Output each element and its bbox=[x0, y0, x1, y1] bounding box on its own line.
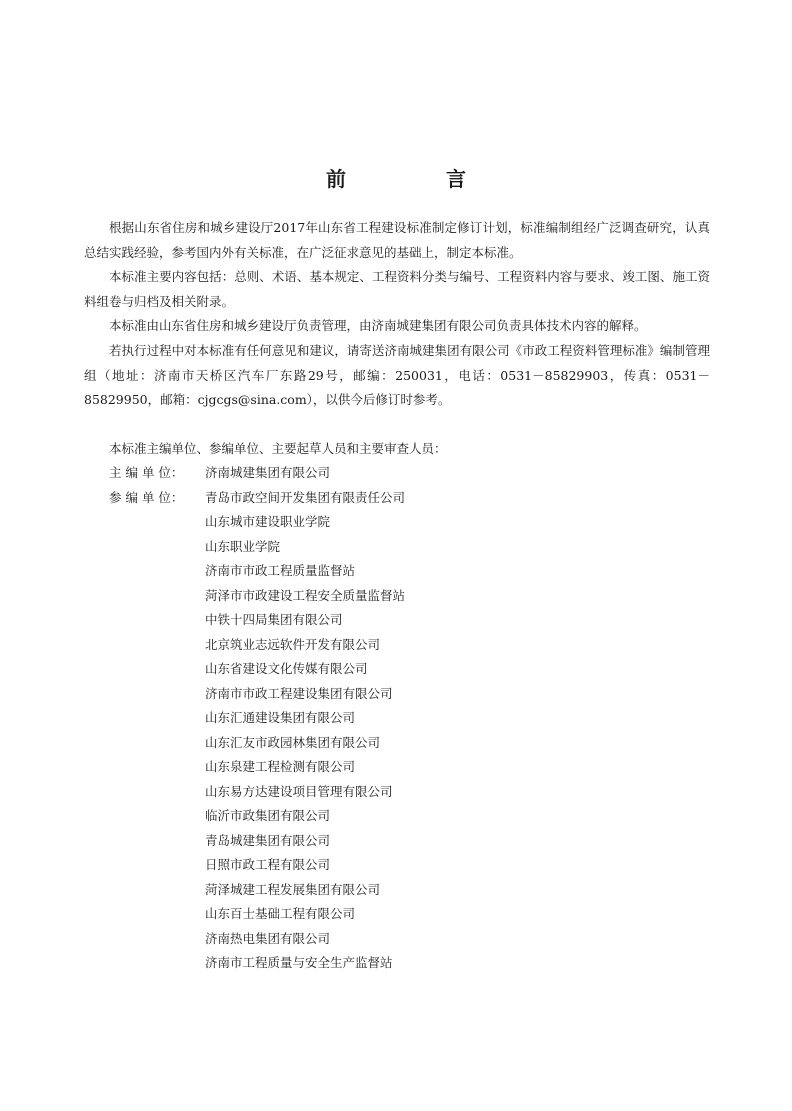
co-unit-row bbox=[109, 486, 405, 511]
chief-unit-label: 主 编 单 位： bbox=[109, 465, 184, 480]
co-unit-item: 青岛城建集团有限公司 bbox=[205, 832, 331, 848]
co-units-list bbox=[205, 510, 405, 976]
page-title: 前 言 bbox=[326, 167, 506, 191]
co-unit-item: 山东省建设文化传媒有限公司 bbox=[205, 661, 368, 676]
co-unit-item: 临沂市政集团有限公司 bbox=[205, 808, 331, 823]
chief-unit-row bbox=[109, 461, 330, 486]
units-intro: 本标准主编单位、参编单位、主要起草人员和主要审查人员： bbox=[109, 441, 447, 456]
co-unit-item: 济南热电集团有限公司 bbox=[205, 930, 331, 946]
co-unit-item: 山东泉建工程检测有限公司 bbox=[205, 759, 356, 774]
co-unit-item: 山东百士基础工程有限公司 bbox=[205, 906, 356, 921]
co-unit-item: 山东汇友市政园林集团有限公司 bbox=[205, 734, 381, 750]
preface-paragraph-3: 本标准由山东省住房和城乡建设厅负责管理，由济南城建集团有限公司负责具体技术内容的解释。 bbox=[109, 318, 647, 333]
co-unit-item: 中铁十四局集团有限公司 bbox=[205, 612, 343, 627]
co-unit-item: 山东城市建设职业学院 bbox=[205, 514, 331, 529]
co-unit-item: 山东易方达建设项目管理有限公司 bbox=[205, 783, 393, 799]
co-unit-item: 日照市政工程有限公司 bbox=[205, 857, 331, 872]
co-unit-item: 济南市市政工程质量监督站 bbox=[205, 563, 356, 578]
preface-paragraph-4: 若执行过程中对本标准有任何意见和建议，请寄送济南城建集团有限公司《市政工程资料管理标准》编制管理组（地址：济南市天桥区汽车厂东路29号，邮编：250031，电话：0531－85829903，传真：0531－85829950，邮箱：cjgcgs@sina.com），以供今后修订时参考。 bbox=[84, 343, 710, 407]
co-unit-item: 山东职业学院 bbox=[205, 538, 281, 554]
preface-paragraph-1: 根据山东省住房和城乡建设厅2017年山东省工程建设标准制定修订计划，标准编制组经广泛调查研究，认真总结实践经验，参考国内外有关标准，在广泛征求意见的基础上，制定本标准。 bbox=[84, 220, 710, 260]
co-unit-item: 菏泽城建工程发展集团有限公司 bbox=[205, 881, 381, 897]
chief-unit-name: 济南城建集团有限公司 bbox=[205, 465, 331, 480]
co-unit-item: 山东汇通建设集团有限公司 bbox=[205, 710, 356, 725]
co-unit-label: 参 编 单 位： bbox=[109, 490, 184, 505]
co-unit-item: 北京筑业志远软件开发有限公司 bbox=[205, 636, 381, 652]
co-unit-item: 济南市市政工程建设集团有限公司 bbox=[205, 685, 393, 701]
preface-paragraph-2: 本标准主要内容包括：总则、术语、基本规定、工程资料分类与编号、工程资料内容与要求、竣工图、施工资料组卷与归档及相关附录。 bbox=[84, 269, 710, 309]
co-unit-name: 青岛市政空间开发集团有限责任公司 bbox=[205, 490, 406, 505]
co-unit-item: 济南市工程质量与安全生产监督站 bbox=[205, 955, 393, 970]
co-unit-item: 菏泽市市政建设工程安全质量监督站 bbox=[205, 587, 406, 603]
